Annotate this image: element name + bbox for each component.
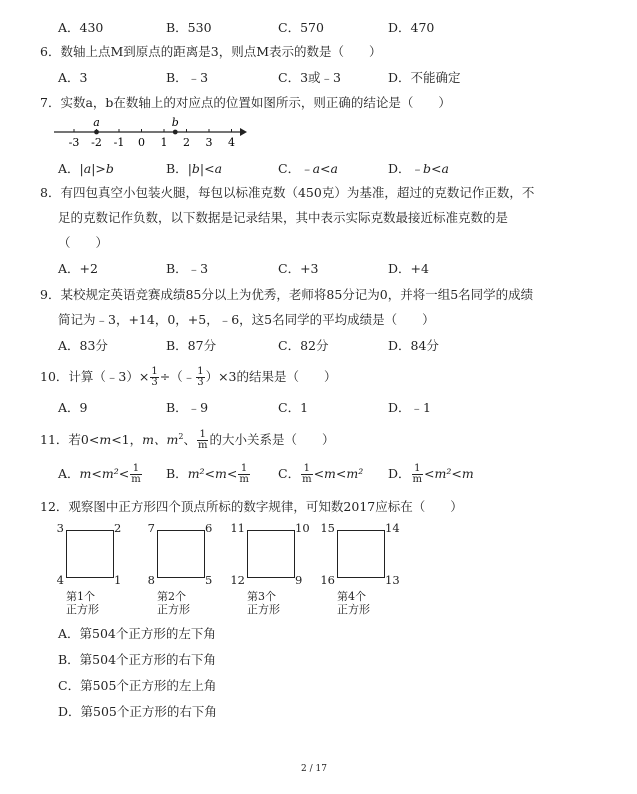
square-2 bbox=[157, 530, 205, 578]
corner-label-bl: 16 bbox=[320, 573, 335, 587]
q7-option-d: D．﹣b<a bbox=[388, 161, 449, 176]
q6-option-c: C．3或﹣3 bbox=[278, 70, 341, 85]
corner-label-tr: 10 bbox=[295, 521, 310, 535]
square-caption: 第1个 正方形 bbox=[66, 590, 99, 616]
axis-tick-label: 3 bbox=[205, 136, 213, 149]
q8-stem-line3: （ ） bbox=[58, 235, 109, 250]
q8-stem-line1: 8．有四包真空小包装火腿，每包以标准克数（450克）为基准，超过的克数记作正数，不 bbox=[40, 185, 535, 200]
square-1 bbox=[66, 530, 114, 578]
corner-label-bl: 4 bbox=[56, 573, 64, 587]
q11-option-c: C． $\frac{1}{m}$ <m<m² bbox=[278, 463, 364, 485]
q10-option-c: C．1 bbox=[278, 400, 309, 415]
point-a bbox=[94, 130, 99, 135]
q10-option-d: D．﹣1 bbox=[388, 400, 431, 415]
q9-option-c: C．82分 bbox=[278, 338, 329, 353]
corner-label-tr: 14 bbox=[385, 521, 400, 535]
q8-stem-line2: 足的克数记作负数，以下数据是记录结果，其中表示实际克数最接近标准克数的是 bbox=[58, 210, 509, 225]
square-4 bbox=[337, 530, 385, 578]
corner-label-tl: 7 bbox=[147, 521, 155, 535]
corner-label-tl: 3 bbox=[56, 521, 64, 535]
fraction-one-third: $\frac{1}{3}$ bbox=[151, 366, 158, 388]
q9-option-d: D．84分 bbox=[388, 338, 439, 353]
square-caption: 第4个 正方形 bbox=[337, 590, 370, 616]
q5-option-c: C．570 bbox=[278, 20, 324, 35]
q9-option-b: B．87分 bbox=[166, 338, 217, 353]
axis-tick-label: -2 bbox=[91, 136, 102, 149]
q11-option-a: A．m<m²< $\frac{1}{m}$ bbox=[58, 463, 141, 485]
q7-option-b: B．|b|<a bbox=[166, 161, 223, 176]
q6-stem: 6．数轴上点M到原点的距离是3，则点M表示的数是（ ） bbox=[40, 44, 382, 59]
q11-option-b: B．m²<m< $\frac{1}{m}$ bbox=[166, 463, 249, 485]
axis-tick-label: -1 bbox=[113, 136, 125, 149]
fraction-one-over-m: $\frac{1}{m}$ bbox=[131, 463, 141, 485]
corner-label-br: 9 bbox=[295, 573, 303, 587]
corner-label-br: 5 bbox=[205, 573, 213, 587]
q9-option-a: A．83分 bbox=[58, 338, 108, 353]
axis-arrow-icon bbox=[240, 128, 247, 136]
q5-option-b: B．530 bbox=[166, 20, 212, 35]
q6-option-d: D．不能确定 bbox=[388, 70, 461, 85]
corner-label-tl: 15 bbox=[320, 521, 335, 535]
point-b bbox=[173, 130, 178, 135]
fraction-one-over-m: $\frac{1}{m}$ bbox=[239, 463, 249, 485]
corner-label-bl: 12 bbox=[230, 573, 245, 587]
point-a-label: a bbox=[93, 116, 100, 129]
q5-option-d: D．470 bbox=[388, 20, 435, 35]
corner-label-br: 13 bbox=[385, 573, 400, 587]
q6-option-b: B．﹣3 bbox=[166, 70, 209, 85]
square-3 bbox=[247, 530, 295, 578]
q12-option-d: D．第505个正方形的右下角 bbox=[58, 704, 217, 719]
q9-stem-line1: 9．某校规定英语竞赛成绩85分以上为优秀，老师将85分记为0，并将一组5名同学的成绩 bbox=[40, 287, 534, 302]
point-b-label: b bbox=[171, 116, 179, 129]
fraction-one-third: $\frac{1}{3}$ bbox=[197, 366, 204, 388]
fraction-one-over-m: $\frac{1}{m}$ bbox=[197, 429, 208, 452]
corner-label-tr: 6 bbox=[205, 521, 213, 535]
q8-option-a: A．+2 bbox=[58, 261, 98, 276]
corner-label-tr: 2 bbox=[114, 521, 122, 535]
axis-tick-label: -3 bbox=[68, 136, 80, 149]
corner-label-tl: 11 bbox=[230, 521, 245, 535]
axis-tick-label: 4 bbox=[228, 136, 235, 149]
q7-number-line bbox=[50, 114, 250, 150]
q6-option-a: A．3 bbox=[58, 70, 88, 85]
axis-tick-label: 2 bbox=[183, 136, 190, 149]
corner-label-br: 1 bbox=[114, 573, 122, 587]
q12-option-b: B．第504个正方形的右下角 bbox=[58, 652, 217, 667]
axis-tick-label: 0 bbox=[138, 136, 145, 149]
q12-option-c: C．第505个正方形的左上角 bbox=[58, 678, 217, 693]
q7-option-a: A．|a|>b bbox=[58, 161, 114, 176]
page-number: 2 / 17 bbox=[301, 764, 327, 774]
fraction-one-over-m: $\frac{1}{m}$ bbox=[412, 463, 423, 485]
axis-tick-label: 1 bbox=[160, 136, 168, 149]
square-caption: 第3个 正方形 bbox=[247, 590, 280, 616]
q7-stem: 7．实数a，b在数轴上的对应点的位置如图所示，则正确的结论是（ ） bbox=[40, 95, 451, 110]
q11-option-d: D． $\frac{1}{m}$ <m²<m bbox=[388, 463, 474, 485]
q5-option-a: A．430 bbox=[58, 20, 104, 35]
q11-stem: 11．若0<m<1，m、$m^2$、 $\frac{1}{m}$ 的大小关系是（ ） bbox=[40, 429, 335, 452]
q8-option-b: B．﹣3 bbox=[166, 261, 209, 276]
corner-label-bl: 8 bbox=[147, 573, 155, 587]
q10-option-b: B．﹣9 bbox=[166, 400, 209, 415]
q12-option-a: A．第504个正方形的左下角 bbox=[58, 626, 216, 641]
q8-option-c: C．+3 bbox=[278, 261, 319, 276]
fraction-one-over-m: $\frac{1}{m}$ bbox=[302, 463, 312, 485]
q10-stem: 10．计算（﹣3）× $\frac{1}{3}$ ÷（﹣ $\frac{1}{3}$ ）×3的结果是（ ） bbox=[40, 366, 337, 388]
q9-stem-line2: 简记为﹣3，+14，0，+5，﹣6，这5名同学的平均成绩是（ ） bbox=[58, 312, 435, 327]
q7-option-c: C．﹣a<a bbox=[278, 161, 338, 176]
q10-option-a: A．9 bbox=[58, 400, 88, 415]
q12-stem: 12．观察图中正方形四个顶点所标的数字规律，可知数2017应标在（ ） bbox=[40, 499, 463, 514]
q8-option-d: D．+4 bbox=[388, 261, 429, 276]
square-caption: 第2个 正方形 bbox=[157, 590, 190, 616]
